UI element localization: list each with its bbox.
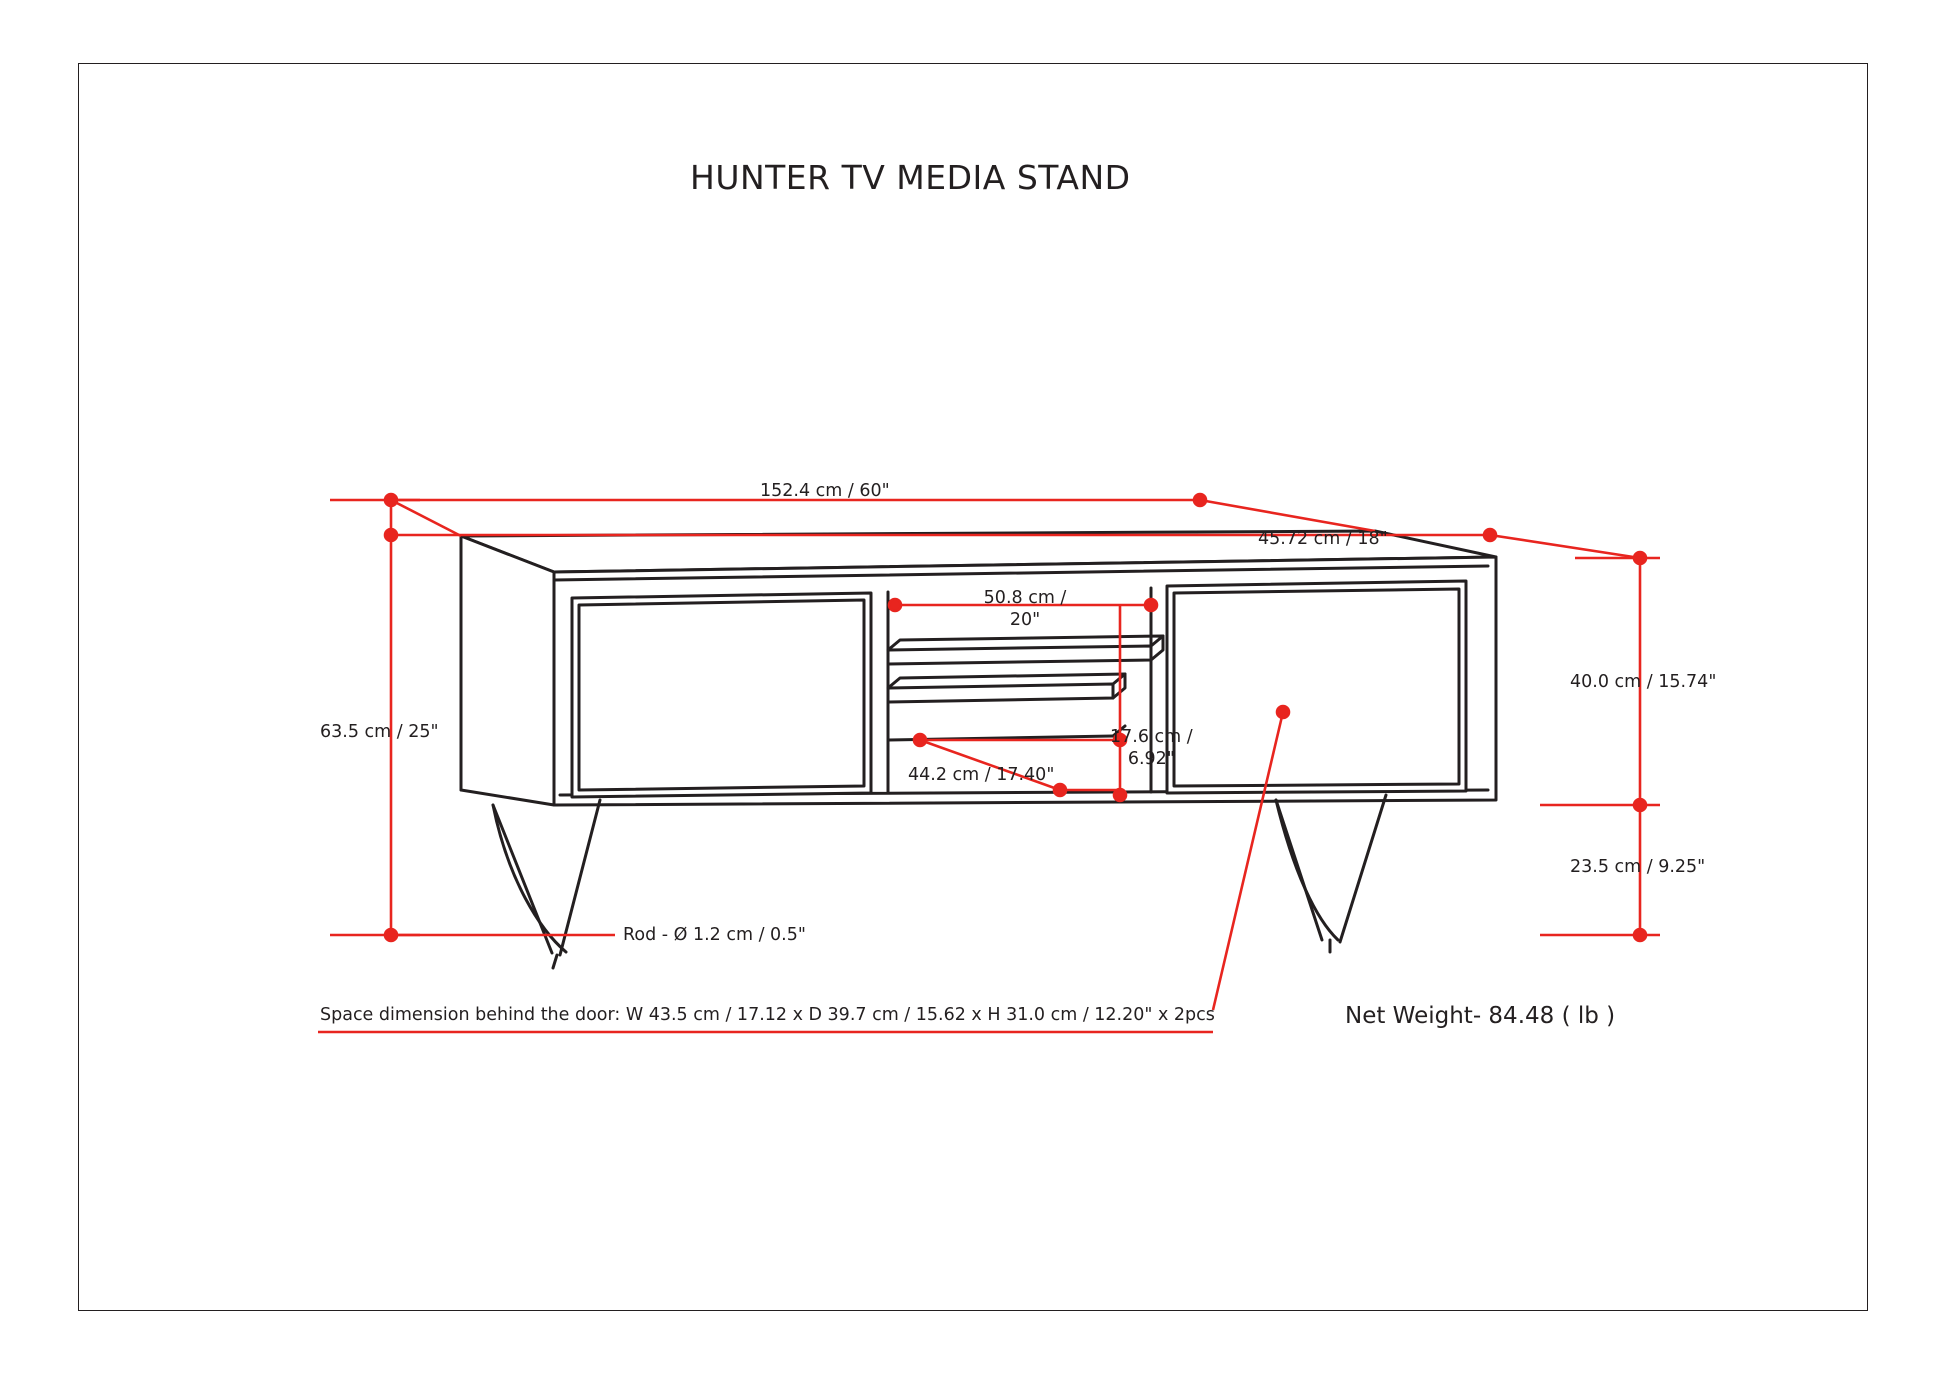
net-weight-label: Net Weight- 84.48 ( lb ) bbox=[1345, 1003, 1616, 1029]
page-title: HUNTER TV MEDIA STAND bbox=[690, 158, 1131, 197]
dim-cabinet-height: 40.0 cm / 15.74" bbox=[1570, 672, 1717, 692]
dim-shelf-height-line2: 6.92" bbox=[1127, 748, 1175, 769]
dim-width-overall: 152.4 cm / 60" bbox=[760, 481, 890, 501]
dim-shelf-width: 44.2 cm / 17.40" bbox=[908, 765, 1055, 785]
dim-leg-height: 23.5 cm / 9.25" bbox=[1570, 857, 1706, 877]
furniture-outline bbox=[461, 531, 1496, 805]
note-space-behind-door: Space dimension behind the door: W 43.5 cm / 17.12 x D 39.7 cm / 15.62 x H 31.0 cm / 12.20" x 2pcs bbox=[320, 1005, 1215, 1025]
dim-depth-overall: 45.72 cm / 18" bbox=[1258, 529, 1388, 549]
dim-middle-width-line1: 50.8 cm / bbox=[983, 588, 1067, 608]
note-rod: Rod - Ø 1.2 cm / 0.5" bbox=[623, 925, 806, 945]
dim-middle-width bbox=[984, 588, 1067, 632]
dim-shelf-height-line1: 17.6 cm / bbox=[1110, 727, 1193, 747]
dim-height-overall: 63.5 cm / 25" bbox=[320, 722, 439, 742]
dim-shelf-height bbox=[1110, 727, 1193, 771]
dim-middle-width-line2: 20" bbox=[1009, 609, 1041, 630]
